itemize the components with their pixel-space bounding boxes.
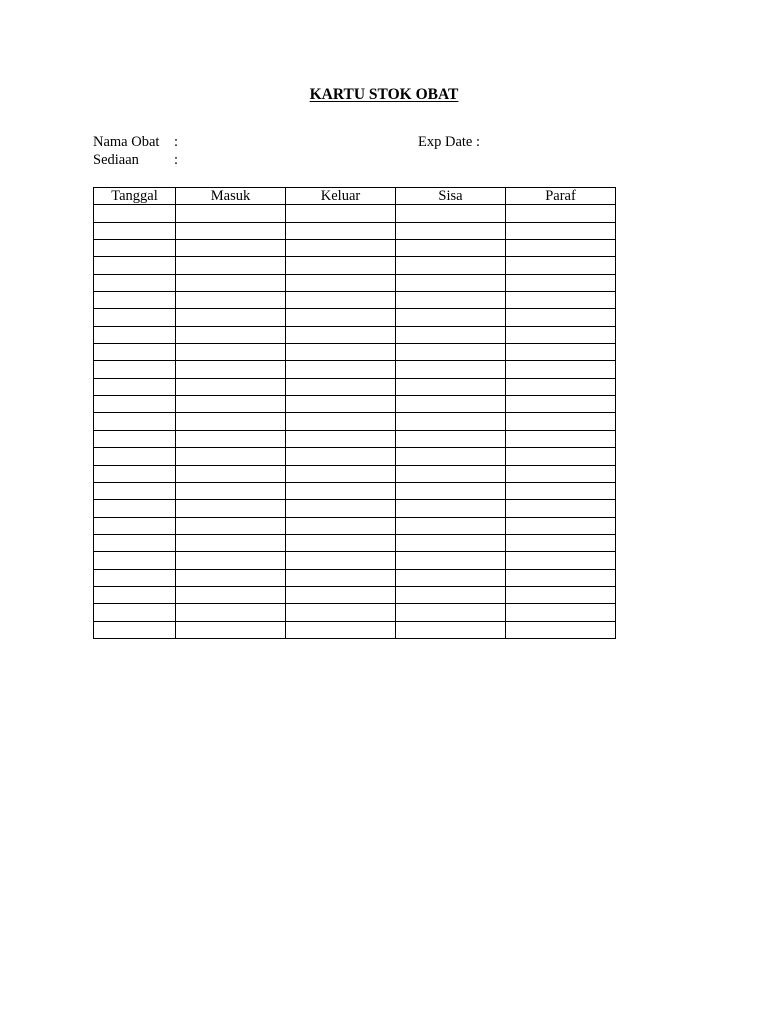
table-row (94, 205, 616, 222)
cell-sisa (396, 465, 506, 482)
cell-keluar (286, 378, 396, 395)
table-row (94, 604, 616, 621)
cell-keluar (286, 448, 396, 465)
table-row (94, 500, 616, 517)
table-row (94, 344, 616, 361)
cell-tanggal (94, 517, 176, 534)
cell-masuk (176, 205, 286, 222)
cell-masuk (176, 621, 286, 638)
cell-tanggal (94, 396, 176, 413)
table-row (94, 430, 616, 447)
cell-paraf (506, 274, 616, 291)
cell-sisa (396, 500, 506, 517)
cell-tanggal (94, 552, 176, 569)
cell-masuk (176, 326, 286, 343)
table-row (94, 482, 616, 499)
cell-sisa (396, 604, 506, 621)
cell-sisa (396, 552, 506, 569)
cell-tanggal (94, 257, 176, 274)
cell-sisa (396, 413, 506, 430)
cell-keluar (286, 500, 396, 517)
cell-tanggal (94, 222, 176, 239)
cell-masuk (176, 222, 286, 239)
cell-keluar (286, 222, 396, 239)
table-row (94, 569, 616, 586)
cell-sisa (396, 586, 506, 603)
cell-sisa (396, 621, 506, 638)
cell-keluar (286, 482, 396, 499)
cell-paraf (506, 378, 616, 395)
cell-masuk (176, 448, 286, 465)
cell-tanggal (94, 448, 176, 465)
cell-masuk (176, 517, 286, 534)
cell-keluar (286, 274, 396, 291)
cell-masuk (176, 534, 286, 551)
cell-paraf (506, 361, 616, 378)
cell-keluar (286, 430, 396, 447)
cell-paraf (506, 586, 616, 603)
cell-tanggal (94, 430, 176, 447)
cell-tanggal (94, 621, 176, 638)
cell-keluar (286, 257, 396, 274)
cell-masuk (176, 430, 286, 447)
cell-sisa (396, 569, 506, 586)
sediaan-label: Sediaan (93, 152, 139, 168)
table-row (94, 413, 616, 430)
cell-paraf (506, 326, 616, 343)
cell-paraf (506, 500, 616, 517)
cell-masuk (176, 361, 286, 378)
cell-tanggal (94, 292, 176, 309)
cell-sisa (396, 309, 506, 326)
cell-paraf (506, 534, 616, 551)
cell-masuk (176, 586, 286, 603)
cell-sisa (396, 205, 506, 222)
cell-keluar (286, 361, 396, 378)
cell-tanggal (94, 240, 176, 257)
cell-keluar (286, 309, 396, 326)
cell-tanggal (94, 205, 176, 222)
cell-tanggal (94, 465, 176, 482)
cell-paraf (506, 240, 616, 257)
cell-sisa (396, 257, 506, 274)
cell-masuk (176, 344, 286, 361)
cell-masuk (176, 309, 286, 326)
cell-masuk (176, 569, 286, 586)
cell-paraf (506, 222, 616, 239)
cell-keluar (286, 326, 396, 343)
cell-paraf (506, 621, 616, 638)
table-header-row (94, 188, 616, 205)
cell-keluar (286, 240, 396, 257)
cell-masuk (176, 274, 286, 291)
cell-tanggal (94, 361, 176, 378)
cell-keluar (286, 552, 396, 569)
cell-tanggal (94, 326, 176, 343)
cell-paraf (506, 309, 616, 326)
cell-paraf (506, 257, 616, 274)
cell-keluar (286, 292, 396, 309)
cell-paraf (506, 413, 616, 430)
column-header-masuk: Masuk (176, 188, 286, 205)
cell-tanggal (94, 586, 176, 603)
nama-obat-separator: : (174, 134, 179, 150)
cell-masuk (176, 465, 286, 482)
table-row (94, 534, 616, 551)
cell-masuk (176, 292, 286, 309)
table-body (94, 205, 616, 639)
cell-tanggal (94, 534, 176, 551)
cell-sisa (396, 534, 506, 551)
table-row (94, 361, 616, 378)
column-header-sisa: Sisa (396, 188, 506, 205)
cell-keluar (286, 517, 396, 534)
cell-paraf (506, 517, 616, 534)
table-row (94, 586, 616, 603)
cell-sisa (396, 240, 506, 257)
cell-paraf (506, 205, 616, 222)
cell-masuk (176, 552, 286, 569)
table-row (94, 257, 616, 274)
cell-masuk (176, 604, 286, 621)
cell-sisa (396, 448, 506, 465)
cell-paraf (506, 552, 616, 569)
cell-masuk (176, 378, 286, 395)
cell-masuk (176, 396, 286, 413)
table-row (94, 222, 616, 239)
sediaan-separator: : (174, 152, 179, 168)
table-row (94, 378, 616, 395)
cell-paraf (506, 448, 616, 465)
column-header-tanggal: Tanggal (94, 188, 176, 205)
cell-tanggal (94, 604, 176, 621)
cell-keluar (286, 604, 396, 621)
cell-keluar (286, 465, 396, 482)
cell-tanggal (94, 274, 176, 291)
table-row (94, 240, 616, 257)
table-row (94, 274, 616, 291)
table-row (94, 552, 616, 569)
cell-masuk (176, 482, 286, 499)
table-row (94, 326, 616, 343)
table-row (94, 465, 616, 482)
cell-tanggal (94, 378, 176, 395)
cell-sisa (396, 378, 506, 395)
cell-masuk (176, 240, 286, 257)
cell-masuk (176, 257, 286, 274)
stock-table (93, 187, 616, 639)
nama-obat-label: Nama Obat (93, 134, 160, 150)
cell-tanggal (94, 344, 176, 361)
cell-keluar (286, 396, 396, 413)
cell-paraf (506, 292, 616, 309)
cell-keluar (286, 205, 396, 222)
cell-tanggal (94, 482, 176, 499)
table-row (94, 396, 616, 413)
cell-sisa (396, 274, 506, 291)
table-row (94, 448, 616, 465)
column-header-paraf: Paraf (506, 188, 616, 205)
cell-sisa (396, 396, 506, 413)
cell-keluar (286, 534, 396, 551)
cell-tanggal (94, 500, 176, 517)
column-header-keluar: Keluar (286, 188, 396, 205)
cell-tanggal (94, 569, 176, 586)
cell-sisa (396, 517, 506, 534)
table-row (94, 292, 616, 309)
cell-masuk (176, 413, 286, 430)
cell-keluar (286, 586, 396, 603)
cell-sisa (396, 430, 506, 447)
cell-masuk (176, 500, 286, 517)
cell-sisa (396, 292, 506, 309)
cell-tanggal (94, 309, 176, 326)
cell-sisa (396, 482, 506, 499)
cell-paraf (506, 344, 616, 361)
cell-sisa (396, 361, 506, 378)
exp-date-label: Exp Date : (418, 134, 481, 150)
cell-sisa (396, 326, 506, 343)
cell-paraf (506, 465, 616, 482)
cell-keluar (286, 344, 396, 361)
cell-sisa (396, 344, 506, 361)
cell-keluar (286, 621, 396, 638)
cell-paraf (506, 569, 616, 586)
cell-tanggal (94, 413, 176, 430)
table-row (94, 309, 616, 326)
cell-sisa (396, 222, 506, 239)
cell-paraf (506, 430, 616, 447)
document-title-text: KARTU STOK OBAT (309, 86, 459, 103)
table-row (94, 517, 616, 534)
table-row (94, 621, 616, 638)
cell-paraf (506, 604, 616, 621)
cell-paraf (506, 396, 616, 413)
cell-paraf (506, 482, 616, 499)
cell-keluar (286, 413, 396, 430)
document-title (0, 86, 768, 104)
cell-keluar (286, 569, 396, 586)
